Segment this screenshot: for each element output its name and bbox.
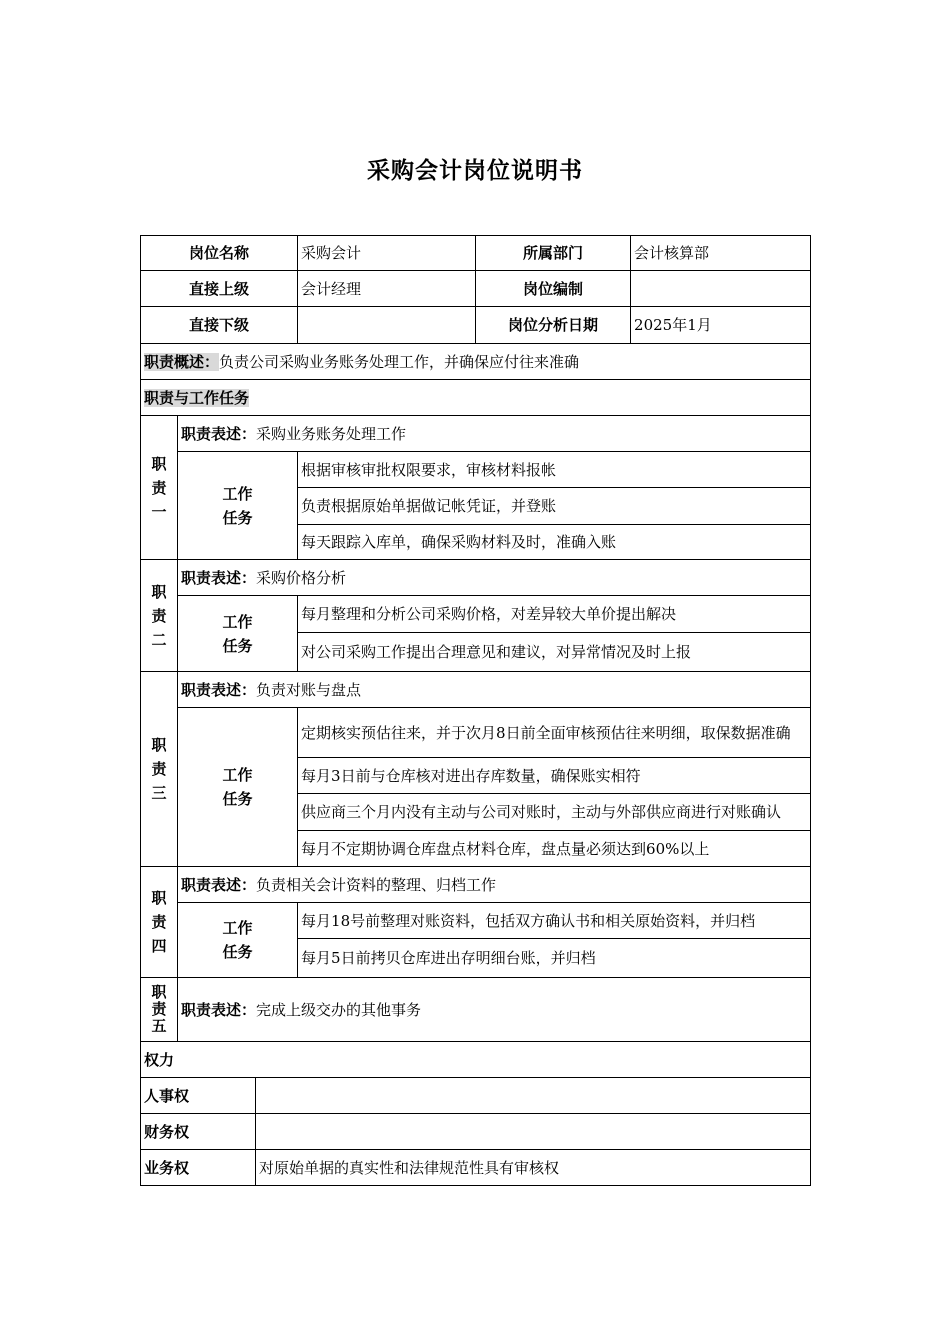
duty-5-description: 职责表述：完成上级交办的其他事务 — [178, 978, 811, 1042]
duty-3-task: 每月不定期协调仓库盘点材料仓库，盘点量必须达到60%以上 — [298, 831, 811, 867]
duty-3-task: 供应商三个月内没有主动与公司对账时，主动与外部供应商进行对账确认 — [298, 794, 811, 831]
duty-summary-text: 负责公司采购业务账务处理工作，并确保应付往来准确 — [219, 352, 580, 371]
duty-4-label: 职 责 四 — [141, 867, 178, 978]
headcount-label: 岗位编制 — [476, 271, 631, 307]
authority-row-value — [256, 1078, 811, 1114]
duty-2-description: 职责表述：采购价格分析 — [178, 560, 811, 596]
authority-header: 权力 — [141, 1042, 811, 1078]
authority-row-label: 业务权 — [141, 1150, 256, 1186]
duty-1-task-label: 工作 任务 — [178, 452, 298, 560]
subordinate-label: 直接下级 — [141, 307, 298, 344]
duty-2-task: 每月整理和分析公司采购价格，对差异较大单价提出解决 — [298, 596, 811, 633]
duty-3-task-label: 工作 任务 — [178, 708, 298, 867]
authority-row-value: 对原始单据的真实性和法律规范性具有审核权 — [256, 1150, 811, 1186]
authority-row-value — [256, 1114, 811, 1150]
superior-value: 会计经理 — [298, 271, 476, 307]
duty-3-task: 定期核实预估往来，并于次月8日前全面审核预估往来明细，取保数据准确 — [298, 708, 811, 758]
duty-summary — [141, 344, 811, 380]
duty-1-description: 职责表述：采购业务账务处理工作 — [178, 416, 811, 452]
duty-1-task: 负责根据原始单据做记帐凭证，并登账 — [298, 488, 811, 525]
duty-3-task: 每月3日前与仓库核对进出存库数量，确保账实相符 — [298, 758, 811, 794]
document-title: 采购会计岗位说明书 — [367, 158, 583, 184]
duty-2-label: 职 责 二 — [141, 560, 178, 672]
duty-4-task: 每月5日前拷贝仓库进出存明细台账，并归档 — [298, 939, 811, 978]
duty-3-description: 职责表述：负责对账与盘点 — [178, 672, 811, 708]
duties-section-header: 职责与工作任务 — [141, 380, 811, 416]
duty-4-description: 职责表述：负责相关会计资料的整理、归档工作 — [178, 867, 811, 903]
authority-row-label: 人事权 — [141, 1078, 256, 1114]
duty-1-label: 职 责 一 — [141, 416, 178, 560]
duty-5-label: 职 责 五 — [141, 978, 178, 1042]
duty-2-task: 对公司采购工作提出合理意见和建议，对异常情况及时上报 — [298, 633, 811, 672]
duty-4-task: 每月18号前整理对账资料，包括双方确认书和相关原始资料，并归档 — [298, 903, 811, 939]
duty-summary-label: 职责概述： — [144, 352, 220, 371]
department-label: 所属部门 — [476, 236, 631, 271]
duty-3-label: 职 责 三 — [141, 672, 178, 867]
duty-1-task: 根据审核审批权限要求，审核材料报帐 — [298, 452, 811, 488]
superior-label: 直接上级 — [141, 271, 298, 307]
analysis-date-label: 岗位分析日期 — [476, 307, 631, 344]
department-value: 会计核算部 — [631, 236, 811, 271]
job-description-table — [140, 235, 811, 1186]
subordinate-value — [298, 307, 476, 344]
position-name-value: 采购会计 — [298, 236, 476, 271]
headcount-value — [631, 271, 811, 307]
duty-2-task-label: 工作 任务 — [178, 596, 298, 672]
duty-4-task-label: 工作 任务 — [178, 903, 298, 978]
duty-1-task: 每天跟踪入库单，确保采购材料及时，准确入账 — [298, 525, 811, 560]
position-name-label: 岗位名称 — [141, 236, 298, 271]
analysis-date-value: 2025年1月 — [631, 307, 811, 344]
authority-row-label: 财务权 — [141, 1114, 256, 1150]
